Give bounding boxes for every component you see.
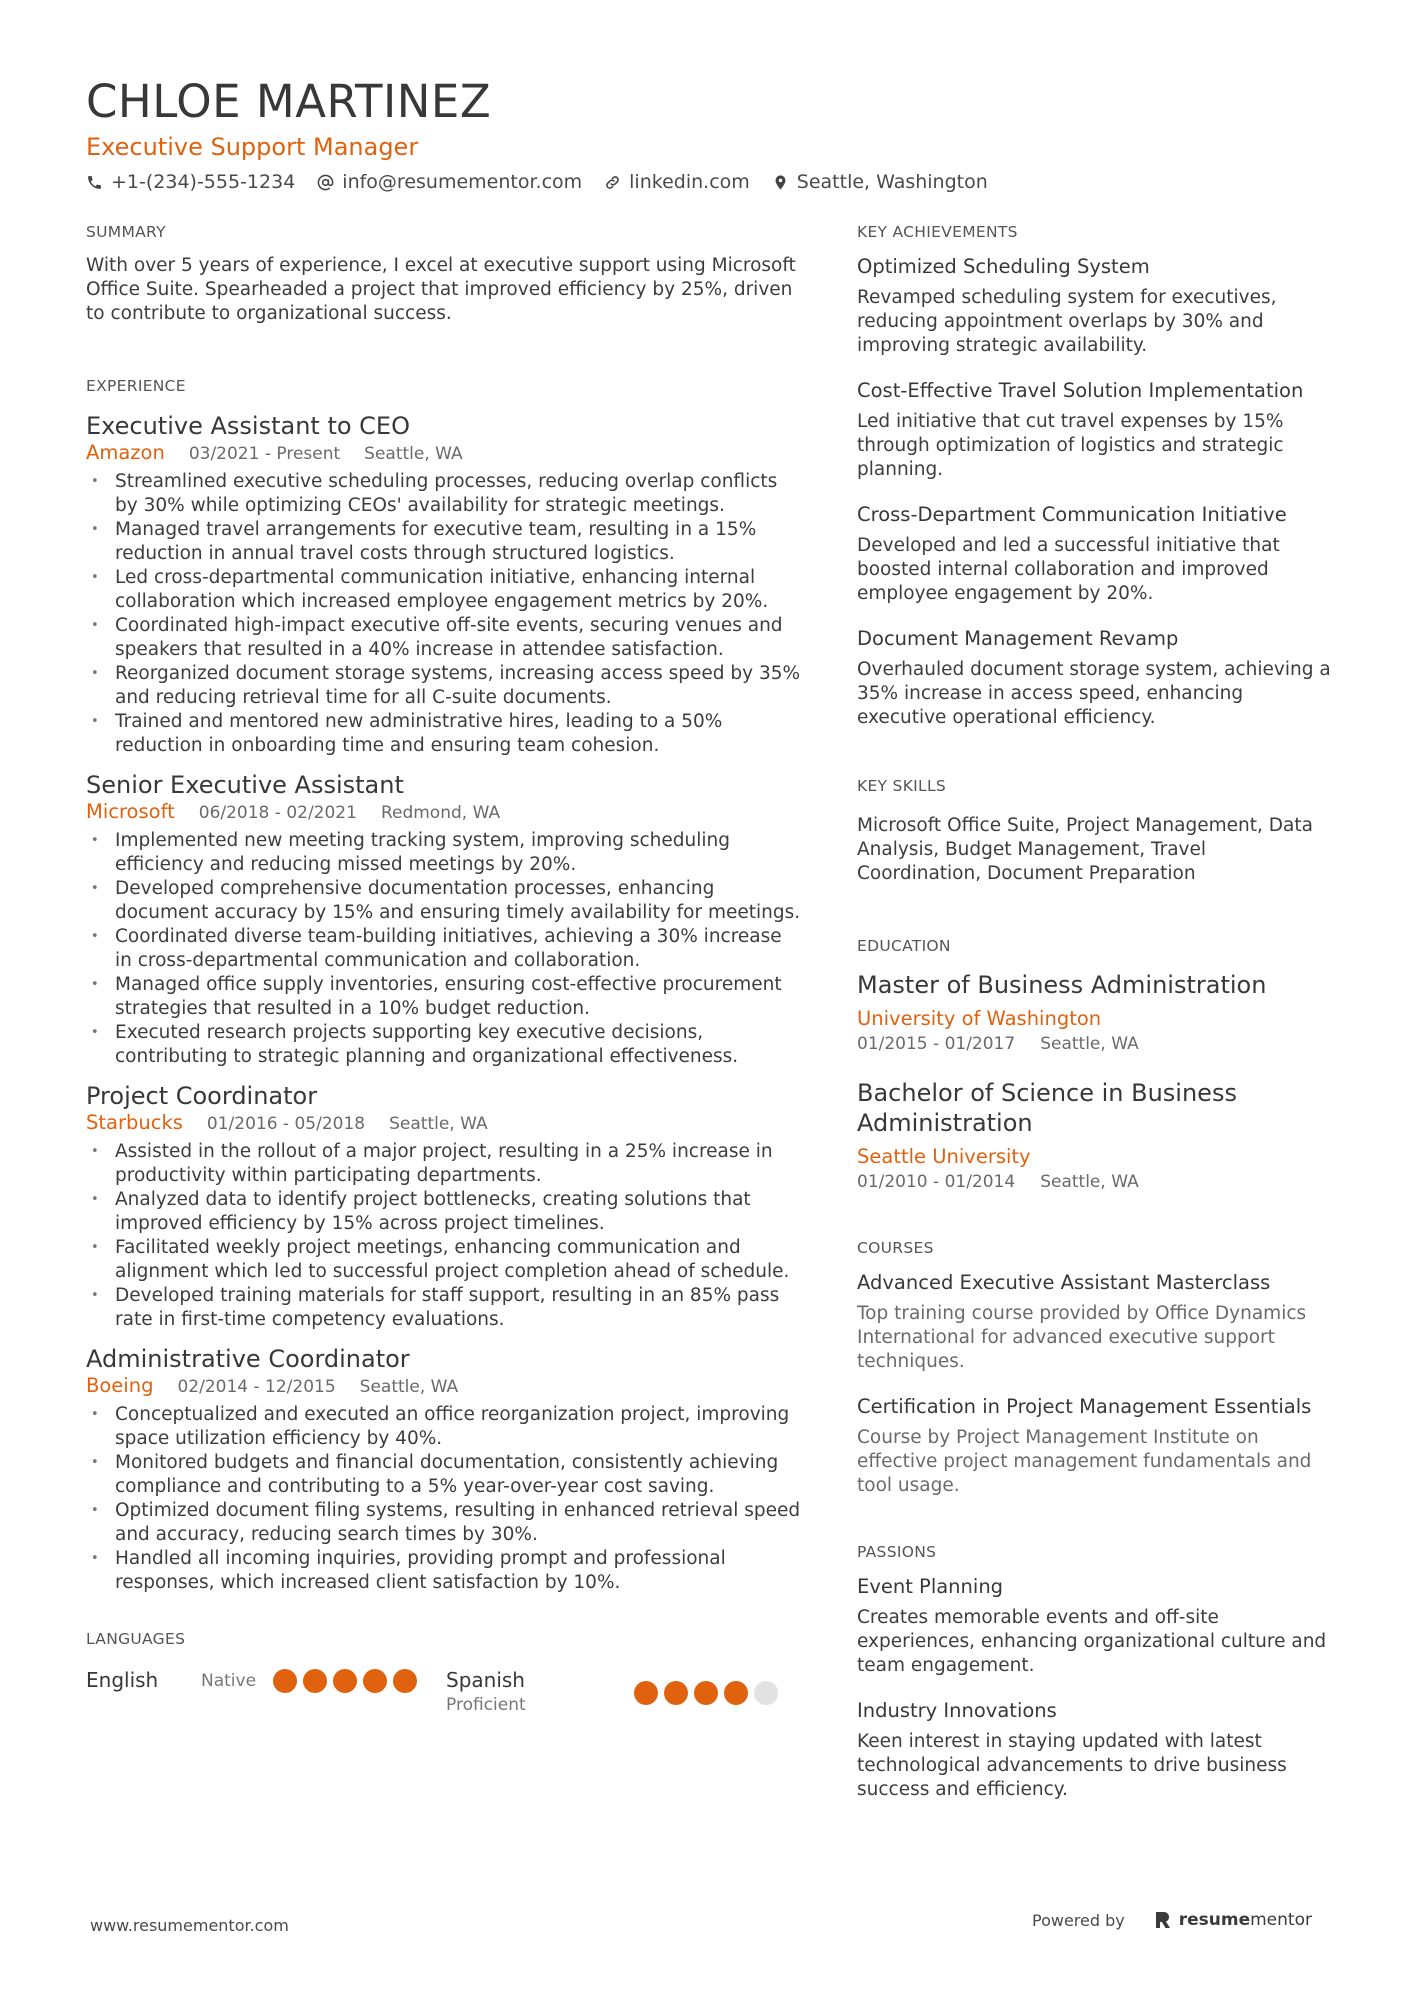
job-dates: 02/2014 - 12/2015 — [177, 1377, 336, 1397]
rating-dot-filled — [363, 1669, 387, 1693]
job-meta — [86, 800, 804, 825]
job-bullet: • Reorganized document storage systems, increasing access speed by 35% and reducing retrieval time for all C-suite documents. — [86, 662, 804, 710]
education-location: Seattle, WA — [1040, 1172, 1139, 1192]
job-dates: 03/2021 - Present — [188, 444, 341, 464]
achievement-item — [857, 378, 1335, 482]
achievement-title: Optimized Scheduling System — [857, 255, 1150, 278]
job-bullet: • Managed travel arrangements for executive team, resulting in a 15% reduction in annual travel costs through structured logistics. — [86, 518, 804, 566]
footer-website[interactable]: www.resumementor.com — [90, 1916, 289, 1935]
brand-text-bold: resume — [1178, 1910, 1251, 1930]
job-bullet: • Led cross-departmental communication initiative, enhancing internal collaboration which increased employee engagement metrics by 20%. — [86, 566, 804, 614]
footer-brand — [1032, 1910, 1312, 1930]
job-bullet: • Facilitated weekly project meetings, enhancing communication and alignment which led to successful project completion ahead of schedule. — [86, 1236, 804, 1284]
courses-heading: COURSES — [857, 1239, 934, 1257]
achievement-item — [857, 626, 1335, 730]
at-sign-icon — [317, 174, 334, 191]
language-rating — [634, 1667, 778, 1705]
achievement-item — [857, 254, 1335, 358]
job-location: Redmond, WA — [380, 803, 501, 823]
location-pin-icon — [772, 174, 789, 191]
job-bullet: • Analyzed data to identify project bottlenecks, creating solutions that improved efficiency by 15% across project timelines. — [86, 1188, 804, 1236]
skills-heading: KEY SKILLS — [857, 777, 947, 795]
language-name: English — [86, 1668, 159, 1692]
contact-bar — [86, 170, 1336, 194]
job-bullet: • Managed office supply inventories, ensuring cost-effective procurement strategies that resulted in a 10% budget reduction. — [86, 973, 804, 1021]
job-bullet: • Developed comprehensive documentation processes, enhancing document accuracy by 15% and ensuring timely availability for meetings. — [86, 877, 804, 925]
rating-dot-filled — [724, 1681, 748, 1705]
job-meta — [86, 1111, 804, 1136]
job-bullet: • Coordinated high-impact executive off-site events, securing venues and speakers that resulted in a 40% increase in attendee satisfaction. — [86, 614, 804, 662]
job-company: Amazon — [86, 441, 165, 464]
phone-icon — [86, 174, 103, 191]
education-dates: 01/2010 - 01/2014 — [857, 1172, 1016, 1192]
contact-location — [772, 170, 988, 194]
education-school: Seattle University — [857, 1145, 1031, 1168]
rating-dot-filled — [634, 1681, 658, 1705]
passion-text: Creates memorable events and off-site experiences, enhancing organizational culture and team engagement. — [857, 1607, 1327, 1676]
email-text[interactable]: info@resumementor.com — [342, 171, 583, 193]
language-level: Proficient — [446, 1695, 526, 1715]
job-bullet: • Handled all incoming inquiries, providing prompt and professional responses, which increased client satisfaction by 10%. — [86, 1547, 804, 1595]
powered-by-label: Powered by — [1032, 1910, 1125, 1930]
education-item — [857, 970, 1335, 1056]
job-entry — [86, 1081, 804, 1332]
job-bullet: • Executed research projects supporting key executive decisions, contributing to strategic planning and organizational effectiveness. — [86, 1021, 804, 1069]
job-entry — [86, 1344, 804, 1595]
rating-dot-filled — [273, 1669, 297, 1693]
course-text: Course by Project Management Institute on effective project management fundamentals and tool usage. — [857, 1427, 1312, 1496]
job-title: Executive Assistant to CEO — [86, 412, 410, 440]
job-company: Microsoft — [86, 800, 175, 823]
job-location: Seattle, WA — [389, 1114, 488, 1134]
passion-text: Keen interest in staying updated with latest technological advancements to drive business success and efficiency. — [857, 1731, 1287, 1800]
achievement-item — [857, 502, 1335, 606]
job-dates: 01/2016 - 05/2018 — [206, 1114, 366, 1134]
summary-text: With over 5 years of experience, I excel at executive support using Microsoft Office Suite. Spearheaded a project that improved efficiency by 25%, driven to contribute to organizational success. — [86, 255, 796, 324]
skills-text: Microsoft Office Suite, Project Management, Data Analysis, Budget Management, Travel Coordination, Document Preparation — [857, 815, 1313, 884]
achievement-text: Revamped scheduling system for executives, reducing appointment overlaps by 30% and improving strategic availability. — [857, 287, 1277, 356]
languages-row — [86, 1667, 804, 1717]
job-company: Starbucks — [86, 1111, 183, 1134]
job-entry — [86, 770, 804, 1069]
language-rating — [273, 1667, 446, 1693]
job-bullet: • Trained and mentored new administrative hires, leading to a 50% reduction in onboarding time and ensuring team cohesion. — [86, 710, 804, 758]
achievement-title: Document Management Revamp — [857, 627, 1179, 650]
achievement-title: Cost-Effective Travel Solution Implementation — [857, 379, 1304, 402]
job-bullet: • Streamlined executive scheduling processes, reducing overlap conflicts by 30% while optimizing CEOs' availability for strategic meetings. — [86, 470, 804, 518]
education-degree: Master of Business Administration — [857, 971, 1267, 999]
education-meta — [857, 1170, 1335, 1194]
brand-text-light: mentor — [1250, 1910, 1312, 1930]
achievements-heading: KEY ACHIEVEMENTS — [857, 223, 1018, 241]
rating-dot-filled — [694, 1681, 718, 1705]
experience-heading: EXPERIENCE — [86, 377, 186, 395]
course-title: Certification in Project Management Essentials — [857, 1395, 1312, 1418]
job-bullet: • Developed training materials for staff support, resulting in an 85% pass rate in first-time competency evaluations. — [86, 1284, 804, 1332]
job-entry — [86, 411, 804, 758]
rating-dot-empty — [754, 1681, 778, 1705]
passion-title: Industry Innovations — [857, 1699, 1057, 1722]
job-location: Seattle, WA — [359, 1377, 459, 1397]
education-dates: 01/2015 - 01/2017 — [857, 1034, 1016, 1054]
course-text: Top training course provided by Office Dynamics International for advanced executive support techniques. — [857, 1303, 1307, 1372]
left-column — [86, 222, 804, 1717]
link-icon — [604, 174, 621, 191]
education-heading: EDUCATION — [857, 937, 951, 955]
job-title: Administrative Coordinator — [86, 1345, 410, 1373]
resume-header — [86, 74, 1336, 194]
passion-item — [857, 1698, 1335, 1802]
language-name: Spanish — [446, 1668, 525, 1692]
education-school: University of Washington — [857, 1007, 1102, 1030]
contact-email[interactable] — [317, 170, 582, 194]
language-level: Native — [201, 1671, 257, 1691]
rating-dot-filled — [303, 1669, 327, 1693]
job-title: Project Coordinator — [86, 1082, 318, 1110]
languages-heading: LANGUAGES — [86, 1630, 186, 1648]
job-dates: 06/2018 - 02/2021 — [198, 803, 357, 823]
contact-linkedin[interactable] — [604, 170, 750, 194]
job-bullets — [86, 1140, 804, 1332]
language-block — [446, 1667, 634, 1717]
achievement-text: Overhauled document storage system, achieving a 35% increase in access speed, enhancing executive operational efficiency. — [857, 659, 1331, 728]
candidate-role: Executive Support Manager — [86, 133, 419, 161]
job-bullets — [86, 470, 804, 758]
job-bullet: • Conceptualized and executed an office reorganization project, improving space utilization efficiency by 40%. — [86, 1403, 804, 1451]
phone-text: +1-(234)-555-1234 — [111, 171, 296, 193]
linkedin-text[interactable]: linkedin.com — [629, 171, 750, 193]
job-bullets — [86, 1403, 804, 1595]
achievement-text: Led initiative that cut travel expenses by 15% through optimization of logistics and strategic planning. — [857, 411, 1284, 480]
education-location: Seattle, WA — [1040, 1034, 1139, 1054]
education-degree: Bachelor of Science in Business Administration — [857, 1079, 1237, 1137]
job-title: Senior Executive Assistant — [86, 771, 404, 799]
job-meta — [86, 1374, 804, 1399]
passion-title: Event Planning — [857, 1575, 1004, 1598]
education-item — [857, 1078, 1335, 1194]
passion-item — [857, 1574, 1335, 1678]
rating-dot-filled — [333, 1669, 357, 1693]
brand-text — [1179, 1910, 1312, 1930]
course-title: Advanced Executive Assistant Masterclass — [857, 1271, 1271, 1294]
candidate-name: CHLOE MARTINEZ — [86, 75, 492, 128]
location-text: Seattle, Washington — [796, 171, 988, 193]
achievement-text: Developed and led a successful initiative that boosted internal collaboration and improved employee engagement by 20%. — [857, 535, 1280, 604]
job-bullet: • Assisted in the rollout of a major project, resulting in a 25% increase in productivity within participating departments. — [86, 1140, 804, 1188]
rating-dot-filled — [664, 1681, 688, 1705]
brand-logo[interactable] — [1153, 1910, 1312, 1930]
achievement-title: Cross-Department Communication Initiative — [857, 503, 1287, 526]
job-company: Boeing — [86, 1374, 154, 1397]
course-item — [857, 1394, 1335, 1498]
contact-phone — [86, 170, 295, 194]
summary-heading: SUMMARY — [86, 223, 166, 241]
education-meta — [857, 1032, 1335, 1056]
passions-heading: PASSIONS — [857, 1543, 937, 1561]
rating-dot-filled — [393, 1669, 417, 1693]
job-meta — [86, 441, 804, 466]
job-bullet: • Implemented new meeting tracking system, improving scheduling efficiency and reducing missed meetings by 20%. — [86, 829, 804, 877]
right-column — [857, 222, 1335, 1802]
resumementor-logo-icon — [1153, 1910, 1173, 1930]
job-bullet: • Optimized document filing systems, resulting in enhanced retrieval speed and accuracy, reducing search times by 30%. — [86, 1499, 804, 1547]
job-location: Seattle, WA — [364, 444, 463, 464]
job-bullet: • Monitored budgets and financial documentation, consistently achieving compliance and contributing to a 5% year-over-year cost saving. — [86, 1451, 804, 1499]
job-bullet: • Coordinated diverse team-building initiatives, achieving a 30% increase in cross-departmental communication and collaboration. — [86, 925, 804, 973]
course-item — [857, 1270, 1335, 1374]
job-bullets — [86, 829, 804, 1069]
